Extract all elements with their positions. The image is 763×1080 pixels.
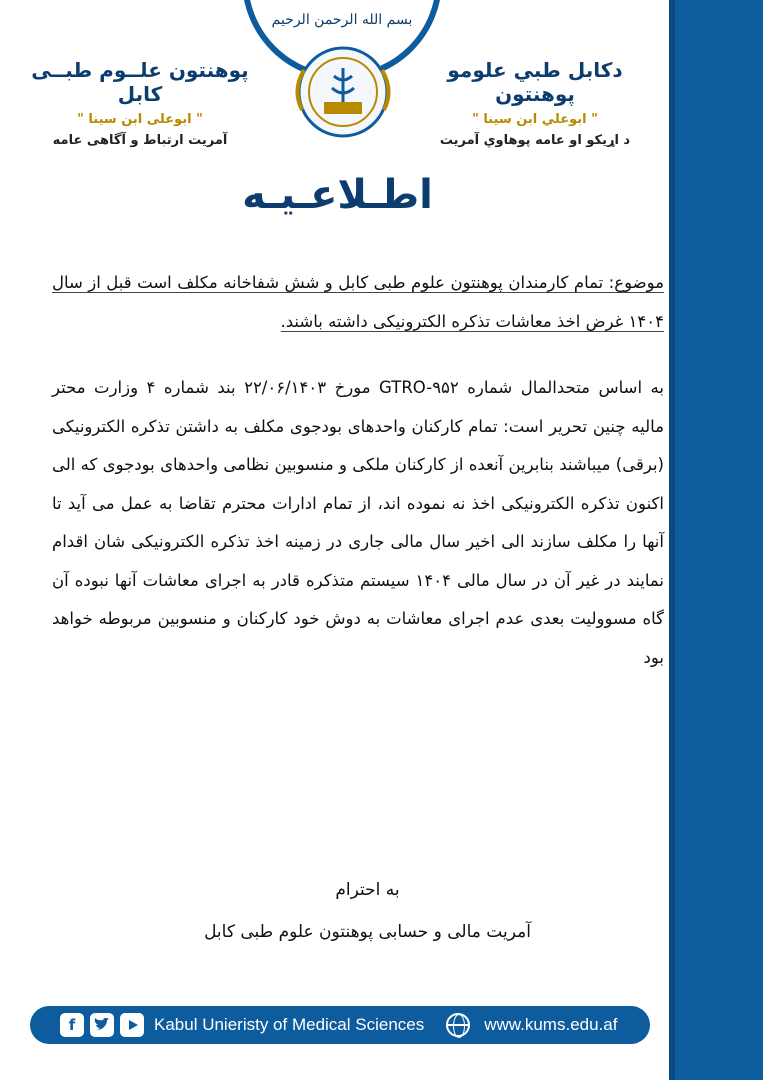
globe-icon (446, 1013, 470, 1037)
twitter-icon[interactable] (90, 1013, 114, 1037)
website-link[interactable]: www.kums.edu.af (484, 1015, 618, 1034)
closing-regards: به احترام (335, 880, 400, 900)
letter-body (52, 264, 664, 677)
closing-signature: آمریت مالی و حسابی پوهنتون علوم طبی کابل (204, 922, 531, 942)
letterhead (0, 0, 675, 150)
university-subtitle-pashto: " ابوعلي ابن سينا " (472, 112, 598, 127)
announcement-title: اطـلاعـیـه (242, 172, 433, 218)
footer-university-name: Kabul Unieristy of Medical Sciences (154, 1015, 425, 1034)
department-pashto: د اړیکو او عامه پوهاوي آمریت (439, 133, 631, 148)
university-subtitle-dari: " ابوعلی ابن سینا " (77, 112, 203, 127)
header-left (20, 58, 260, 148)
body-paragraph: به اساس متحدالمال شماره GTRO-۹۵۲ مورخ ۲۲/۰۶/۱۴۰۳ بند شماره ۴ وزارت محتر مالیه چنین تحریر است: تمام کارکنان واحدهای بودجوی مکلف به داشتن تذکره الکترونیکی (برقی) میباشند بنابرین آنعده از کارکنان ملکی و منسوبین نظامی واحدهای بودجوی که الی اکنون تذکره الکترونیکی اخذ نه نموده اند، از تمام ادارات محترم تقاضا به عمل می آید تا آنها را مکلف سازند الی اخیر سال مالی جاری در زمینه اخذ تذکره الکترونیکی شان اقدام نمایند در غیر آن در سال مالی ۱۴۰۴ سیستم متذکره قادر به اجرای معاشات آنها نبوده آن گاه مسوولیت بعدی عدم اجرای معاشات به دوش خود کارکنان و منسوبین مربوطه خواهد بود (52, 378, 665, 667)
university-name-pashto: دکابل طبي علومو پوهنتون (447, 58, 623, 106)
facebook-icon[interactable]: f (60, 1013, 84, 1037)
subject-line: موضوع: تمام کارمندان پوهنتون علوم طبی کابل و شش شفاخانه مکلف است قبل از سال ۱۴۰۴ غرض اخذ معاشات تذکره الکترونیکی داشته باشند. (52, 273, 664, 331)
university-seal-icon (272, 40, 414, 140)
youtube-icon[interactable] (120, 1013, 144, 1037)
footer-bar (30, 1006, 650, 1044)
seal-calligraphy: بسم الله الرحمن الرحیم (271, 12, 413, 28)
university-name-dari: پوهنتون علــوم طبــی کابل (31, 58, 249, 106)
department-dari: آمریت ارتباط و آگاهی عامه (52, 133, 228, 148)
header-right (415, 58, 655, 148)
decorative-side-band (675, 0, 763, 1080)
